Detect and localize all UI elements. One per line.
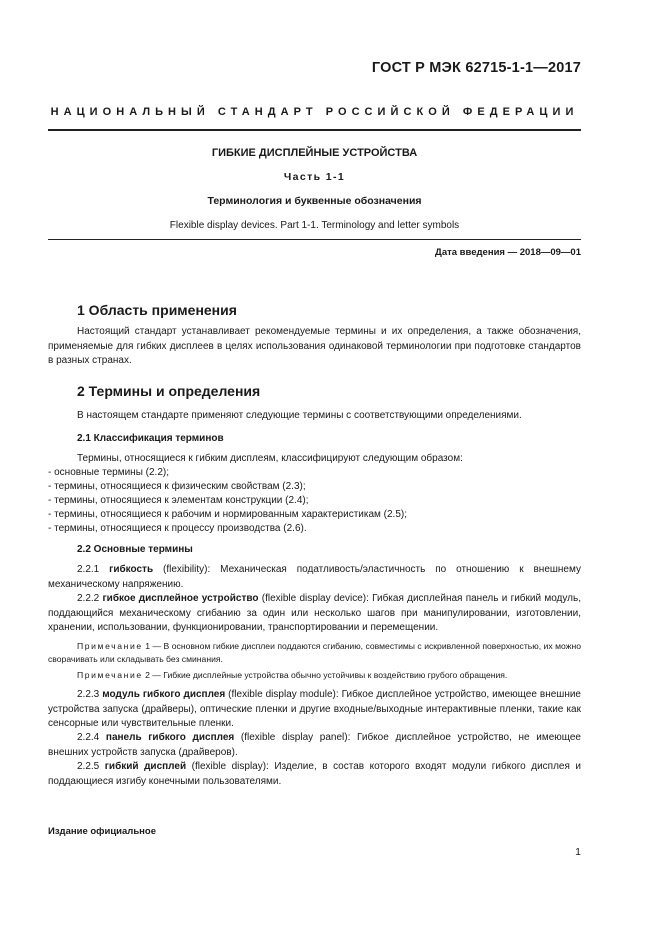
term-2-2-5: 2.2.5 гибкий дисплей (flexible display): Изделие, в состав которого входят модули гибкого дисплея и поддающиеся изгибу конечными пользователями.: [48, 761, 582, 787]
subsection-2-2-heading: 2.2 Основные термины: [77, 544, 193, 555]
introduction-date: Дата введения — 2018—09—01: [435, 247, 581, 258]
document-part: Часть 1-1: [283, 171, 346, 183]
note-2: Примечание 2 — Гибкие дисплейные устройства обычно устойчивы к воздействию грубого обращения.: [77, 670, 508, 680]
subsection-2-1-heading: 2.1 Классификация терминов: [77, 433, 224, 444]
section-2-intro: В настоящем стандарте применяют следующие термины с соответствующими определениями.: [77, 410, 522, 421]
note-1: Примечание 1 — В основном гибкие дисплеи поддаются сгибанию, совместимы с искривленной поверхностью, их можно сворачивать или складывать без сминания.: [48, 641, 581, 664]
section-2-heading: 2 Термины и определения: [77, 383, 261, 399]
classification-intro: Термины, относящиеся к гибким дисплеям, классифицируют следующим образом:: [77, 453, 463, 464]
list-item: - термины, относящиеся к физическим свойствам (2.3);: [48, 481, 306, 492]
list-item: - термины, относящиеся к процессу производства (2.6).: [48, 523, 307, 534]
national-standard-banner: НАЦИОНАЛЬНЫЙ СТАНДАРТ РОССИЙСКОЙ ФЕДЕРАЦИИ: [50, 106, 579, 118]
document-title: ГИБКИЕ ДИСПЛЕЙНЫЕ УСТРОЙСТВА: [211, 147, 418, 159]
page-number: 1: [575, 846, 581, 858]
section-1-heading: 1 Область применения: [77, 302, 237, 318]
list-item: - термины, относящиеся к рабочим и нормированным характеристикам (2.5);: [48, 509, 408, 520]
standard-code: ГОСТ Р МЭК 62715-1-1—2017: [371, 60, 581, 76]
title-divider: [48, 239, 581, 240]
term-2-2-2: 2.2.2 гибкое дисплейное устройство (flexible display device): Гибкая дисплейная панель и гибкий модуль, поддающийся механическому сгибанию за один или несколько шагов при манипулировании, изготовлении, хранении, использовании, функционировании, транспортировании и перемещении.: [48, 593, 581, 634]
list-item: - термины, относящиеся к элементам конструкции (2.4);: [48, 495, 309, 506]
list-item: - основные термины (2.2);: [48, 467, 169, 478]
english-title: Flexible display devices. Part 1-1. Terminology and letter symbols: [169, 220, 460, 231]
section-1-text: Настоящий стандарт устанавливает рекомендуемые термины и их определения, а также обозначения, применяемые для гибких дисплеев в целях использования одинаковой терминологии при подготовке стандартов в разных странах.: [48, 326, 581, 367]
term-2-2-1: 2.2.1 гибкость (flexibility): Механическая податливость/эластичность по отношению к внешнему механическому напряжению.: [48, 564, 581, 590]
term-2-2-3: 2.2.3 модуль гибкого дисплея (flexible display module): Гибкое дисплейное устройство, имеющее внешние устройства запуска (драйверы), оптические пленки и другие входные/выходные интерактивные пленки, такие как сенсорные или чувствительные пленки.: [48, 689, 581, 730]
official-edition-label: Издание официальное: [48, 826, 156, 837]
document-subtitle: Терминология и буквенные обозначения: [207, 195, 422, 207]
header-divider: [48, 129, 581, 131]
term-2-2-4: 2.2.4 панель гибкого дисплея (flexible display panel): Гибкое дисплейное устройство, не имеющее внешних устройств запуска (драйверов).: [48, 732, 581, 758]
